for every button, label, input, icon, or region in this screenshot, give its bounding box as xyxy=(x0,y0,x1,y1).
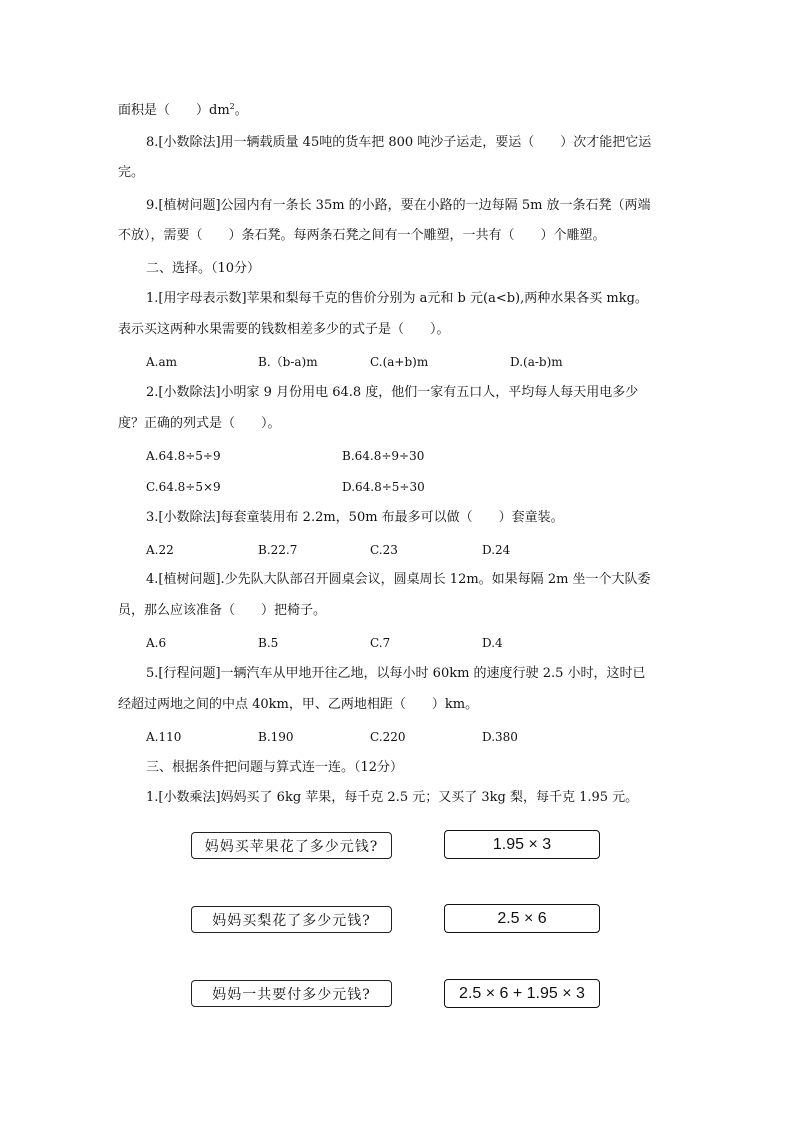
choice-1-option-c[interactable]: C.(a+b)m xyxy=(370,355,429,369)
formula-box-total[interactable]: 2.5 × 6 + 1.95 × 3 xyxy=(444,979,600,1008)
formula-box-apples[interactable]: 2.5 × 6 xyxy=(444,904,600,933)
choice-3-option-c[interactable]: C.23 xyxy=(370,543,398,557)
choice-5-option-d[interactable]: D.380 xyxy=(482,730,518,744)
choice-2-line1: 2.[小数除法]小明家 9 月份用电 64.8 度，他们一家有五口人，平均每人每天用电多少 xyxy=(146,385,639,400)
choice-1-option-d[interactable]: D.(a-b)m xyxy=(510,355,563,369)
q7-continuation xyxy=(118,101,248,121)
choice-3-option-a[interactable]: A.22 xyxy=(146,543,174,557)
choice-1-option-b[interactable]: B.（b-a)m xyxy=(258,355,318,369)
q9-line2: 不放），需要（ ）条石凳。每两条石凳之间有一个雕塑，一共有（ ）个雕塑。 xyxy=(118,228,606,243)
choice-1-line2: 表示买这两种水果需要的钱数相差多少的式子是（ ）。 xyxy=(118,322,450,337)
section-3-heading: 三、根据条件把问题与算式连一连。（12分） xyxy=(146,760,404,775)
q8-line2: 完。 xyxy=(118,165,145,180)
section-2-heading: 二、选择。（10分） xyxy=(146,261,261,276)
choice-2-option-b[interactable]: B.64.8÷9÷30 xyxy=(342,449,425,463)
choice-3-text: 3.[小数除法]每套童装用布 2.2m，50m 布最多可以做（ ）套童装。 xyxy=(146,510,564,525)
q7-text: 面积是（ ）dm xyxy=(118,103,230,118)
choice-1-option-a[interactable]: A.am xyxy=(146,355,178,369)
choice-5-option-b[interactable]: B.190 xyxy=(258,730,294,744)
q8-line1: 8.[小数除法]用一辆载质量 45吨的货车把 800 吨沙子运走，要运（ ）次才能把它运 xyxy=(146,135,652,150)
matching-1-text: 1.[小数乘法]妈妈买了 6kg 苹果，每千克 2.5 元；又买了 3kg 梨，每千克 1.95 元。 xyxy=(146,790,639,805)
choice-2-option-c[interactable]: C.64.8÷5×9 xyxy=(146,480,221,494)
choice-4-option-d[interactable]: D.4 xyxy=(482,636,503,650)
question-box-apples[interactable]: 妈妈买苹果花了多少元钱? xyxy=(191,832,392,859)
choice-4-option-c[interactable]: C.7 xyxy=(370,636,391,650)
choice-2-option-d[interactable]: D.64.8÷5÷30 xyxy=(342,480,425,494)
choice-5-line2: 经超过两地之间的中点 40km，甲、乙两地相距（ ）km。 xyxy=(118,697,479,712)
formula-box-pears[interactable]: 1.95 × 3 xyxy=(444,830,600,859)
choice-4-option-a[interactable]: A.6 xyxy=(146,636,167,650)
choice-4-option-b[interactable]: B.5 xyxy=(258,636,279,650)
q7-unit-superscript: 2 xyxy=(229,102,235,111)
q7-period: 。 xyxy=(234,103,248,118)
question-box-total[interactable]: 妈妈一共要付多少元钱? xyxy=(191,980,392,1007)
choice-2-line2: 度？正确的列式是（ ）。 xyxy=(118,416,281,431)
choice-3-option-d[interactable]: D.24 xyxy=(482,543,511,557)
choice-1-line1: 1.[用字母表示数]苹果和梨每千克的售价分别为 a元和 b 元(a<b),两种水果各买 mkg。 xyxy=(146,291,648,306)
choice-4-line1: 4.[植树问题].少先队大队部召开圆桌会议，圆桌周长 12m。如果每隔 2m 坐一个大队委 xyxy=(146,572,651,587)
q9-line1: 9.[植树问题]公园内有一条长 35m 的小路，要在小路的一边每隔 5m 放一条石凳（两端 xyxy=(146,198,651,213)
choice-2-option-a[interactable]: A.64.8÷5÷9 xyxy=(146,449,221,463)
question-box-pears[interactable]: 妈妈买梨花了多少元钱? xyxy=(191,906,392,933)
choice-3-option-b[interactable]: B.22.7 xyxy=(258,543,298,557)
choice-4-line2: 员，那么应该准备（ ）把椅子。 xyxy=(118,603,327,618)
choice-5-line1: 5.[行程问题]一辆汽车从甲地开往乙地，以每小时 60km 的速度行驶 2.5 小时，这时已 xyxy=(146,666,646,681)
choice-5-option-c[interactable]: C.220 xyxy=(370,730,406,744)
choice-5-option-a[interactable]: A.110 xyxy=(146,730,182,744)
